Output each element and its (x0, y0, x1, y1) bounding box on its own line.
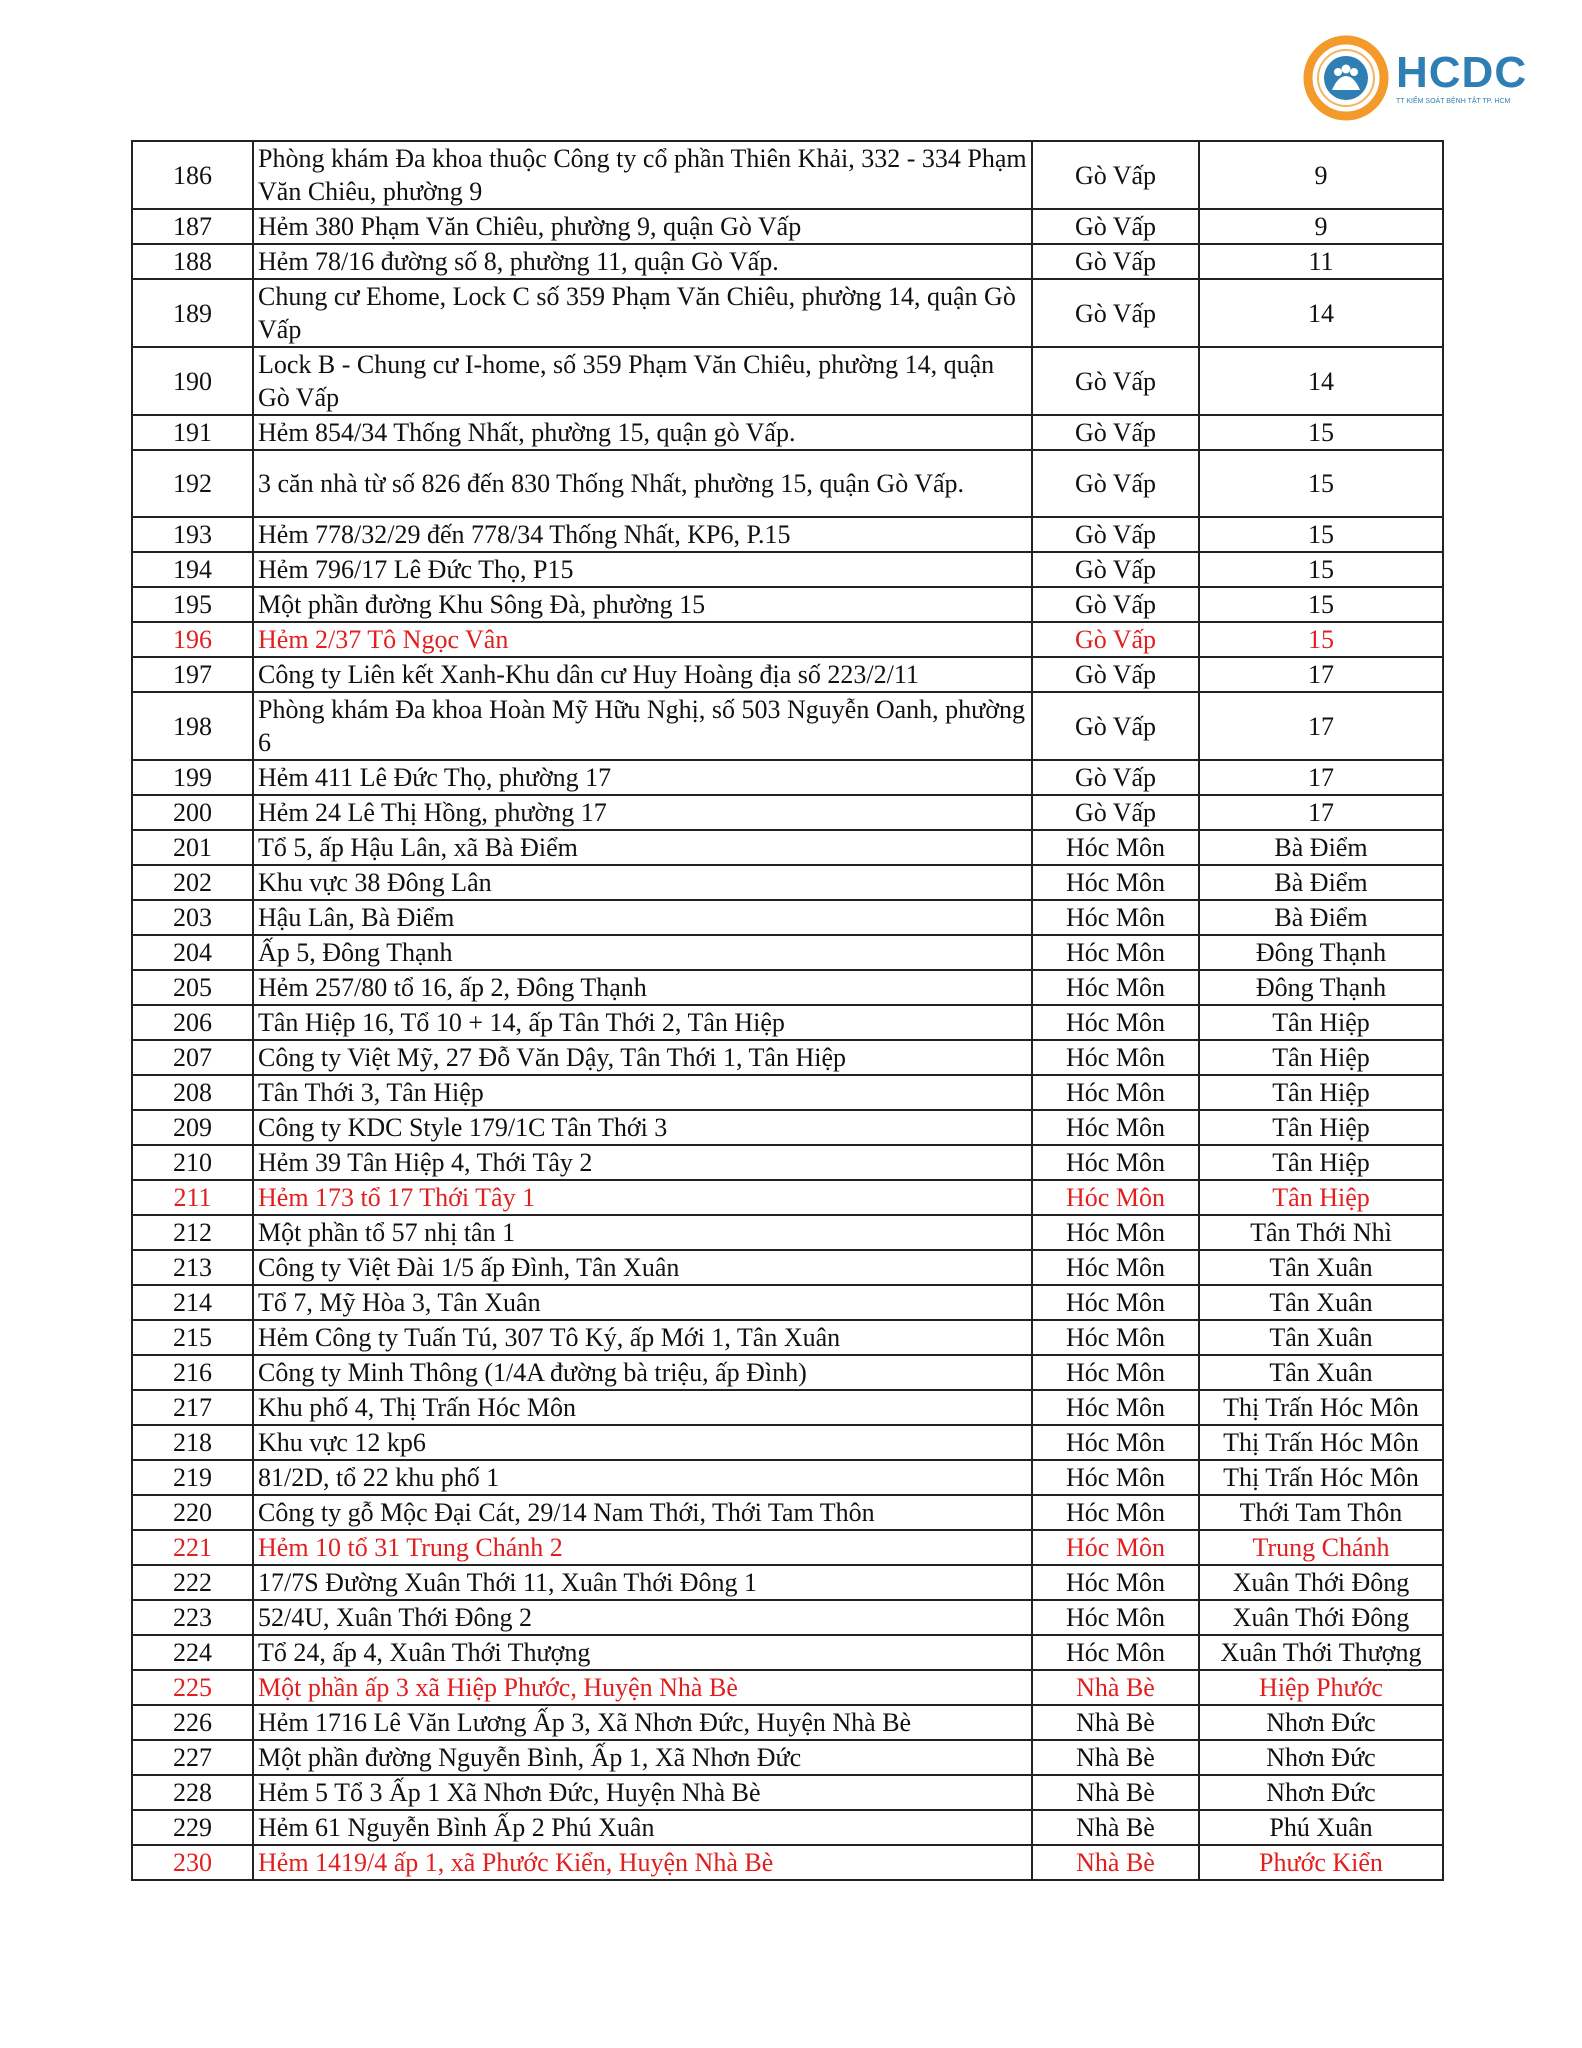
address-cell: 3 căn nhà từ số 826 đến 830 Thống Nhất, phường 15, quận Gò Vấp. (253, 450, 1032, 517)
table-row (132, 935, 1443, 970)
table-row (132, 865, 1443, 900)
district-cell: Gò Vấp (1032, 587, 1199, 622)
district-cell: Hóc Môn (1032, 1215, 1199, 1250)
address-cell: Hẻm 854/34 Thống Nhất, phường 15, quận gò Vấp. (253, 415, 1032, 450)
table-row (132, 1040, 1443, 1075)
ward-cell: Tân Thới Nhì (1199, 1215, 1443, 1250)
row-number-cell: 208 (132, 1075, 253, 1110)
ward-cell: Thị Trấn Hóc Môn (1199, 1425, 1443, 1460)
row-number-cell: 230 (132, 1845, 253, 1880)
row-number-cell: 198 (132, 692, 253, 760)
address-cell: Phòng khám Đa khoa thuộc Công ty cổ phần Thiên Khải, 332 - 334 Phạm Văn Chiêu, phường 9 (253, 141, 1032, 209)
address-cell: Hẻm 61 Nguyễn Bình Ấp 2 Phú Xuân (253, 1810, 1032, 1845)
ward-cell: Bà Điểm (1199, 900, 1443, 935)
row-number-cell: 193 (132, 517, 253, 552)
table-row (132, 1075, 1443, 1110)
ward-cell: Thị Trấn Hóc Môn (1199, 1460, 1443, 1495)
address-cell: Một phần đường Khu Sông Đà, phường 15 (253, 587, 1032, 622)
table-row (132, 830, 1443, 865)
address-cell: Hẻm 411 Lê Đức Thọ, phường 17 (253, 760, 1032, 795)
ward-cell: Hiệp Phước (1199, 1670, 1443, 1705)
district-cell: Hóc Môn (1032, 1635, 1199, 1670)
district-cell: Nhà Bè (1032, 1705, 1199, 1740)
row-number-cell: 213 (132, 1250, 253, 1285)
address-cell: Công ty Minh Thông (1/4A đường bà triệu, ấp Đình) (253, 1355, 1032, 1390)
district-cell: Hóc Môn (1032, 1390, 1199, 1425)
row-number-cell: 226 (132, 1705, 253, 1740)
row-number-cell: 203 (132, 900, 253, 935)
address-cell: Hẻm Công ty Tuấn Tú, 307 Tô Ký, ấp Mới 1, Tân Xuân (253, 1320, 1032, 1355)
district-cell: Nhà Bè (1032, 1740, 1199, 1775)
address-cell: Công ty gỗ Mộc Đại Cát, 29/14 Nam Thới, Thới Tam Thôn (253, 1495, 1032, 1530)
address-cell: Một phần đường Nguyễn Bình, Ấp 1, Xã Nhơn Đức (253, 1740, 1032, 1775)
table-row (132, 1145, 1443, 1180)
address-cell: Hẻm 39 Tân Hiệp 4, Thới Tây 2 (253, 1145, 1032, 1180)
ward-cell: 11 (1199, 244, 1443, 279)
row-number-cell: 215 (132, 1320, 253, 1355)
table-row (132, 1390, 1443, 1425)
table-row (132, 1320, 1443, 1355)
row-number-cell: 220 (132, 1495, 253, 1530)
district-cell: Hóc Môn (1032, 1600, 1199, 1635)
row-number-cell: 192 (132, 450, 253, 517)
table-row (132, 552, 1443, 587)
row-number-cell: 225 (132, 1670, 253, 1705)
district-cell: Hóc Môn (1032, 830, 1199, 865)
ward-cell: Trung Chánh (1199, 1530, 1443, 1565)
district-cell: Hóc Môn (1032, 1180, 1199, 1215)
ward-cell: 17 (1199, 795, 1443, 830)
ward-cell: 15 (1199, 415, 1443, 450)
district-cell: Gò Vấp (1032, 517, 1199, 552)
table-row (132, 1180, 1443, 1215)
row-number-cell: 204 (132, 935, 253, 970)
ward-cell: Tân Xuân (1199, 1250, 1443, 1285)
hcdc-emblem-icon (1302, 34, 1390, 122)
district-cell: Gò Vấp (1032, 795, 1199, 830)
table-row (132, 1425, 1443, 1460)
district-cell: Hóc Môn (1032, 1005, 1199, 1040)
address-cell: Hẻm 5 Tổ 3 Ấp 1 Xã Nhơn Đức, Huyện Nhà Bè (253, 1775, 1032, 1810)
row-number-cell: 189 (132, 279, 253, 347)
address-cell: Một phần ấp 3 xã Hiệp Phước, Huyện Nhà Bè (253, 1670, 1032, 1705)
address-cell: Hẻm 257/80 tổ 16, ấp 2, Đông Thạnh (253, 970, 1032, 1005)
ward-cell: 17 (1199, 657, 1443, 692)
ward-cell: Phước Kiển (1199, 1845, 1443, 1880)
address-cell: Hẻm 796/17 Lê Đức Thọ, P15 (253, 552, 1032, 587)
table-row (132, 1705, 1443, 1740)
table-row (132, 970, 1443, 1005)
row-number-cell: 209 (132, 1110, 253, 1145)
table-row (132, 760, 1443, 795)
address-cell: Lock B - Chung cư I-home, số 359 Phạm Văn Chiêu, phường 14, quận Gò Vấp (253, 347, 1032, 415)
address-cell: Tổ 7, Mỹ Hòa 3, Tân Xuân (253, 1285, 1032, 1320)
table-row (132, 1600, 1443, 1635)
district-cell: Gò Vấp (1032, 657, 1199, 692)
row-number-cell: 195 (132, 587, 253, 622)
ward-cell: 15 (1199, 517, 1443, 552)
address-cell: Tân Hiệp 16, Tổ 10 + 14, ấp Tân Thới 2, Tân Hiệp (253, 1005, 1032, 1040)
ward-cell: Xuân Thới Đông (1199, 1565, 1443, 1600)
district-cell: Gò Vấp (1032, 209, 1199, 244)
address-cell: Công ty Việt Mỹ, 27 Đỗ Văn Dậy, Tân Thới 1, Tân Hiệp (253, 1040, 1032, 1075)
ward-cell: Tân Hiệp (1199, 1180, 1443, 1215)
table-row (132, 347, 1443, 415)
address-cell: Hẻm 10 tổ 31 Trung Chánh 2 (253, 1530, 1032, 1565)
table-row (132, 1565, 1443, 1600)
location-table (131, 140, 1444, 1881)
table-row (132, 1635, 1443, 1670)
table-row (132, 1845, 1443, 1880)
district-cell: Hóc Môn (1032, 1145, 1199, 1180)
district-cell: Hóc Môn (1032, 1320, 1199, 1355)
address-cell: Hẻm 78/16 đường số 8, phường 11, quận Gò Vấp. (253, 244, 1032, 279)
address-cell: Khu phố 4, Thị Trấn Hóc Môn (253, 1390, 1032, 1425)
location-table-body (132, 141, 1443, 1880)
ward-cell: 15 (1199, 450, 1443, 517)
address-cell: Tổ 5, ấp Hậu Lân, xã Bà Điểm (253, 830, 1032, 865)
row-number-cell: 194 (132, 552, 253, 587)
district-cell: Gò Vấp (1032, 244, 1199, 279)
row-number-cell: 202 (132, 865, 253, 900)
address-cell: Khu vực 38 Đông Lân (253, 865, 1032, 900)
ward-cell: 15 (1199, 587, 1443, 622)
table-row (132, 692, 1443, 760)
row-number-cell: 229 (132, 1810, 253, 1845)
ward-cell: Tân Xuân (1199, 1320, 1443, 1355)
district-cell: Gò Vấp (1032, 692, 1199, 760)
ward-cell: 17 (1199, 692, 1443, 760)
ward-cell: Xuân Thới Thượng (1199, 1635, 1443, 1670)
table-row (132, 657, 1443, 692)
table-row (132, 587, 1443, 622)
district-cell: Gò Vấp (1032, 622, 1199, 657)
table-row (132, 141, 1443, 209)
table-row (132, 517, 1443, 552)
row-number-cell: 205 (132, 970, 253, 1005)
ward-cell: 9 (1199, 141, 1443, 209)
ward-cell: 14 (1199, 347, 1443, 415)
district-cell: Hóc Môn (1032, 1495, 1199, 1530)
row-number-cell: 214 (132, 1285, 253, 1320)
district-cell: Hóc Môn (1032, 935, 1199, 970)
address-cell: Hẻm 380 Phạm Văn Chiêu, phường 9, quận Gò Vấp (253, 209, 1032, 244)
row-number-cell: 211 (132, 1180, 253, 1215)
hcdc-logo (1302, 34, 1532, 122)
row-number-cell: 188 (132, 244, 253, 279)
district-cell: Hóc Môn (1032, 900, 1199, 935)
ward-cell: Phú Xuân (1199, 1810, 1443, 1845)
row-number-cell: 218 (132, 1425, 253, 1460)
district-cell: Hóc Môn (1032, 1355, 1199, 1390)
row-number-cell: 210 (132, 1145, 253, 1180)
district-cell: Nhà Bè (1032, 1845, 1199, 1880)
district-cell: Hóc Môn (1032, 865, 1199, 900)
table-row (132, 1740, 1443, 1775)
row-number-cell: 200 (132, 795, 253, 830)
district-cell: Hóc Môn (1032, 1530, 1199, 1565)
address-cell: Tân Thới 3, Tân Hiệp (253, 1075, 1032, 1110)
address-cell: Hẻm 173 tổ 17 Thới Tây 1 (253, 1180, 1032, 1215)
ward-cell: Tân Xuân (1199, 1285, 1443, 1320)
logo-name: HCDC (1396, 48, 1528, 97)
table-row (132, 1530, 1443, 1565)
district-cell: Nhà Bè (1032, 1810, 1199, 1845)
row-number-cell: 227 (132, 1740, 253, 1775)
ward-cell: Xuân Thới Đông (1199, 1600, 1443, 1635)
table-row (132, 450, 1443, 517)
ward-cell: Thới Tam Thôn (1199, 1495, 1443, 1530)
address-cell: Chung cư Ehome, Lock C số 359 Phạm Văn Chiêu, phường 14, quận Gò Vấp (253, 279, 1032, 347)
ward-cell: 14 (1199, 279, 1443, 347)
address-cell: 52/4U, Xuân Thới Đông 2 (253, 1600, 1032, 1635)
district-cell: Gò Vấp (1032, 415, 1199, 450)
ward-cell: Tân Hiệp (1199, 1005, 1443, 1040)
ward-cell: Đông Thạnh (1199, 970, 1443, 1005)
address-cell: Hẻm 24 Lê Thị Hồng, phường 17 (253, 795, 1032, 830)
ward-cell: Nhơn Đức (1199, 1705, 1443, 1740)
row-number-cell: 217 (132, 1390, 253, 1425)
address-cell: Công ty Liên kết Xanh-Khu dân cư Huy Hoàng địa số 223/2/11 (253, 657, 1032, 692)
ward-cell: 15 (1199, 622, 1443, 657)
ward-cell: Đông Thạnh (1199, 935, 1443, 970)
ward-cell: Tân Hiệp (1199, 1110, 1443, 1145)
district-cell: Gò Vấp (1032, 450, 1199, 517)
table-row (132, 1285, 1443, 1320)
address-cell: Tổ 24, ấp 4, Xuân Thới Thượng (253, 1635, 1032, 1670)
address-cell: Công ty Việt Đài 1/5 ấp Đình, Tân Xuân (253, 1250, 1032, 1285)
district-cell: Hóc Môn (1032, 1425, 1199, 1460)
table-row (132, 1005, 1443, 1040)
district-cell: Nhà Bè (1032, 1775, 1199, 1810)
district-cell: Gò Vấp (1032, 279, 1199, 347)
row-number-cell: 228 (132, 1775, 253, 1810)
address-cell: Ấp 5, Đông Thạnh (253, 935, 1032, 970)
district-cell: Gò Vấp (1032, 141, 1199, 209)
table-row (132, 1775, 1443, 1810)
district-cell: Gò Vấp (1032, 760, 1199, 795)
district-cell: Hóc Môn (1032, 1040, 1199, 1075)
row-number-cell: 191 (132, 415, 253, 450)
address-cell: Một phần tổ 57 nhị tân 1 (253, 1215, 1032, 1250)
ward-cell: Nhơn Đức (1199, 1775, 1443, 1810)
district-cell: Hóc Môn (1032, 1250, 1199, 1285)
address-cell: Hẻm 2/37 Tô Ngọc Vân (253, 622, 1032, 657)
ward-cell: Tân Hiệp (1199, 1075, 1443, 1110)
table-row (132, 279, 1443, 347)
row-number-cell: 212 (132, 1215, 253, 1250)
address-cell: 17/7S Đường Xuân Thới 11, Xuân Thới Đông 1 (253, 1565, 1032, 1600)
address-cell: Hậu Lân, Bà Điểm (253, 900, 1032, 935)
row-number-cell: 201 (132, 830, 253, 865)
district-cell: Hóc Môn (1032, 1110, 1199, 1145)
district-cell: Gò Vấp (1032, 552, 1199, 587)
ward-cell: Nhơn Đức (1199, 1740, 1443, 1775)
district-cell: Gò Vấp (1032, 347, 1199, 415)
ward-cell: Thị Trấn Hóc Môn (1199, 1390, 1443, 1425)
ward-cell: 15 (1199, 552, 1443, 587)
ward-cell: 9 (1199, 209, 1443, 244)
row-number-cell: 223 (132, 1600, 253, 1635)
row-number-cell: 221 (132, 1530, 253, 1565)
address-cell: Khu vực 12 kp6 (253, 1425, 1032, 1460)
row-number-cell: 216 (132, 1355, 253, 1390)
row-number-cell: 197 (132, 657, 253, 692)
row-number-cell: 196 (132, 622, 253, 657)
table-row (132, 622, 1443, 657)
row-number-cell: 219 (132, 1460, 253, 1495)
table-row (132, 900, 1443, 935)
table-row (132, 795, 1443, 830)
table-row (132, 244, 1443, 279)
table-row (132, 415, 1443, 450)
table-row (132, 1110, 1443, 1145)
ward-cell: 17 (1199, 760, 1443, 795)
row-number-cell: 187 (132, 209, 253, 244)
ward-cell: Tân Hiệp (1199, 1040, 1443, 1075)
row-number-cell: 190 (132, 347, 253, 415)
ward-cell: Tân Xuân (1199, 1355, 1443, 1390)
district-cell: Hóc Môn (1032, 1565, 1199, 1600)
ward-cell: Bà Điểm (1199, 830, 1443, 865)
row-number-cell: 224 (132, 1635, 253, 1670)
ward-cell: Bà Điểm (1199, 865, 1443, 900)
address-cell: Hẻm 1419/4 ấp 1, xã Phước Kiển, Huyện Nhà Bè (253, 1845, 1032, 1880)
ward-cell: Tân Hiệp (1199, 1145, 1443, 1180)
row-number-cell: 186 (132, 141, 253, 209)
address-cell: 81/2D, tổ 22 khu phố 1 (253, 1460, 1032, 1495)
row-number-cell: 207 (132, 1040, 253, 1075)
address-cell: Hẻm 778/32/29 đến 778/34 Thống Nhất, KP6, P.15 (253, 517, 1032, 552)
row-number-cell: 222 (132, 1565, 253, 1600)
table-row (132, 1355, 1443, 1390)
table-row (132, 1250, 1443, 1285)
address-cell: Phòng khám Đa khoa Hoàn Mỹ Hữu Nghị, số 503 Nguyễn Oanh, phường 6 (253, 692, 1032, 760)
row-number-cell: 206 (132, 1005, 253, 1040)
district-cell: Hóc Môn (1032, 1285, 1199, 1320)
logo-subtitle: TT KIỂM SOÁT BỆNH TẬT TP. HCM (1396, 98, 1511, 105)
table-row (132, 1460, 1443, 1495)
table-row (132, 1670, 1443, 1705)
district-cell: Hóc Môn (1032, 1460, 1199, 1495)
table-row (132, 1215, 1443, 1250)
table-row (132, 1495, 1443, 1530)
district-cell: Nhà Bè (1032, 1670, 1199, 1705)
row-number-cell: 199 (132, 760, 253, 795)
district-cell: Hóc Môn (1032, 1075, 1199, 1110)
district-cell: Hóc Môn (1032, 970, 1199, 1005)
table-row (132, 1810, 1443, 1845)
table-row (132, 209, 1443, 244)
address-cell: Hẻm 1716 Lê Văn Lương Ấp 3, Xã Nhơn Đức, Huyện Nhà Bè (253, 1705, 1032, 1740)
address-cell: Công ty KDC Style 179/1C Tân Thới 3 (253, 1110, 1032, 1145)
